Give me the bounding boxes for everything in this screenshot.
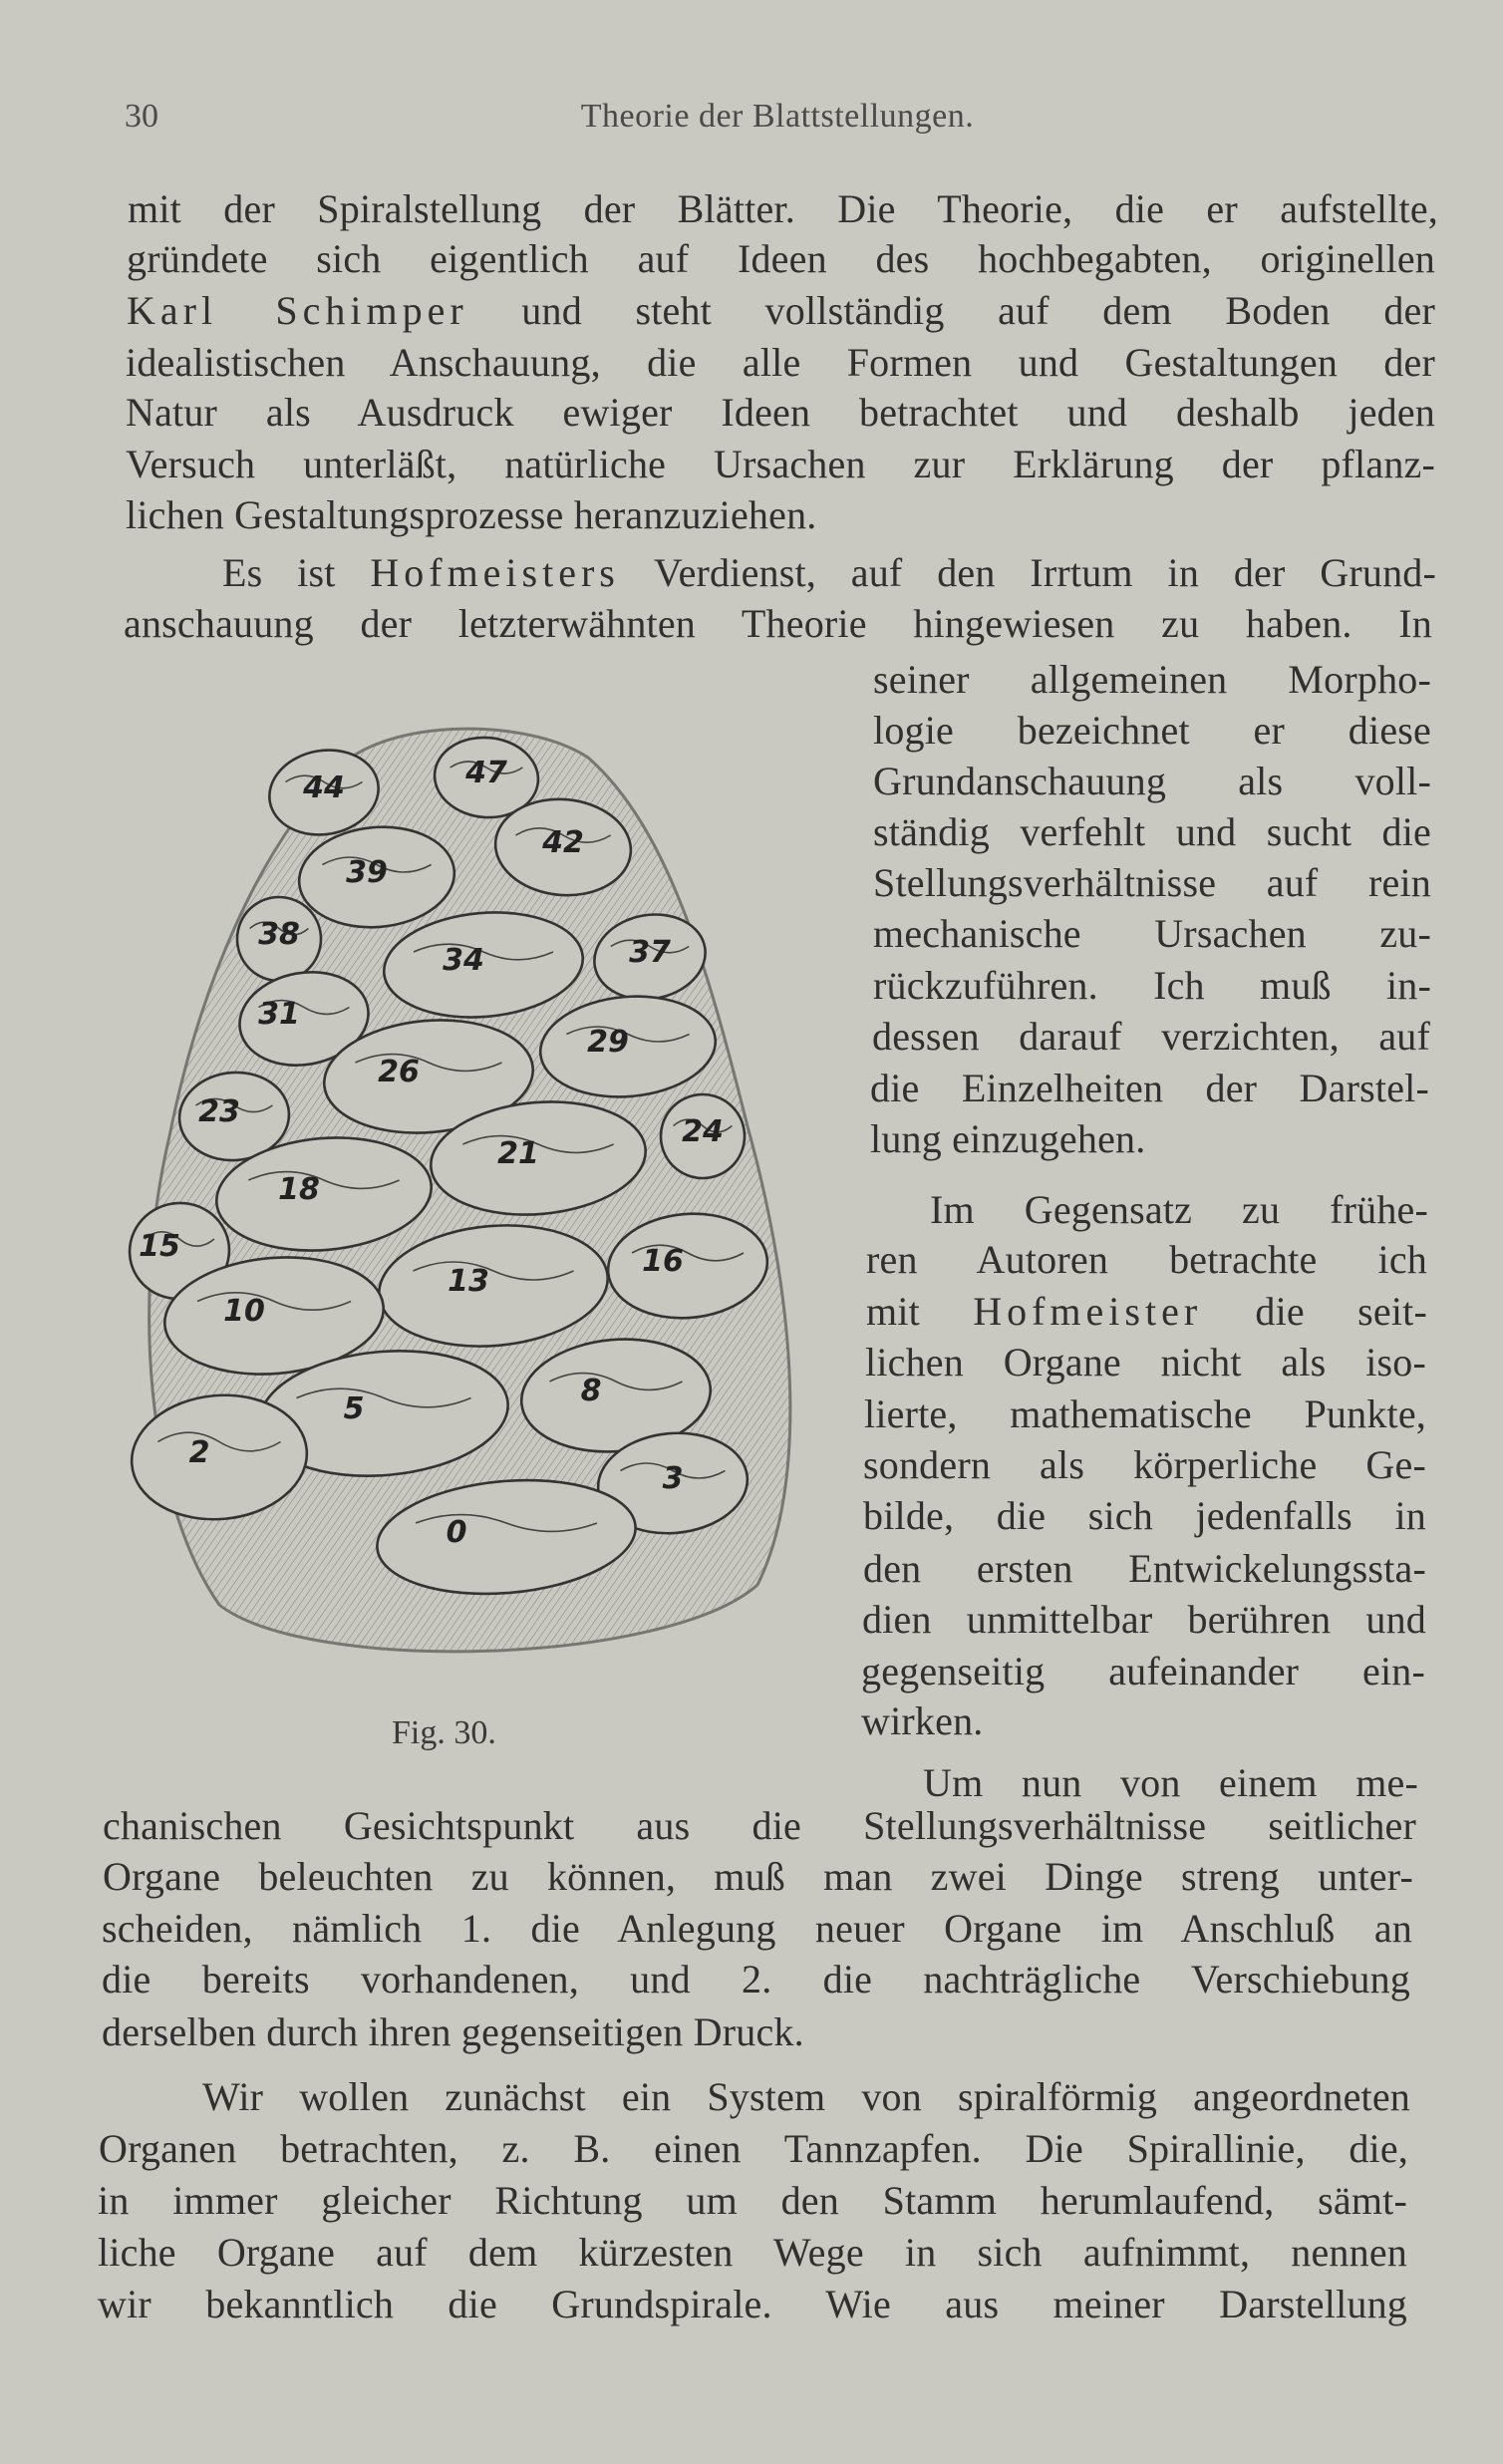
scale-number: 15 [139,1229,180,1264]
scale-number: 21 [497,1136,539,1171]
scale-number: 24 [682,1114,724,1149]
text-line: seiner allgemeinen Morpho- [873,657,1431,702]
text-line: lung einzugehen. [870,1116,1146,1161]
text-line: Versuch unterläßt, natürliche Ursachen zur Erklärung der pflanz- [126,442,1435,486]
text-line: Natur als Ausdruck ewiger Ideen betrachtet und deshalb jeden [126,390,1435,435]
text-line: Stellungsverhältnisse auf rein [873,860,1431,905]
scale-number: 31 [258,997,300,1032]
text-line: Organen betrachten, z. B. einen Tannzapfen. Die Spirallinie, die, [99,2126,1408,2171]
figure-caption: Fig. 30. [392,1714,496,1751]
spaced-name: Karl Schimper [127,288,468,333]
text-line: anschauung der letzterwähnten Theorie hingewiesen zu haben. In [124,601,1432,646]
text-line: gründete sich eigentlich auf Ideen des hochbegabten, originellen [127,236,1435,281]
text-line: Organe beleuchten zu können, muß man zwei Dinge streng unter- [103,1854,1413,1899]
text-line: gegenseitig aufeinander ein- [861,1649,1425,1694]
text-line: chanischen Gesichtspunkt aus die Stellungsverhältnisse seitlicher [103,1803,1416,1848]
scale-number: 26 [378,1055,420,1089]
text-line: mit Hofmeister die seit- [866,1289,1428,1334]
text-line: wirken. [861,1698,984,1743]
text-line: den ersten Entwickelungssta- [863,1546,1426,1591]
scale-number: 3 [662,1461,684,1496]
text-line: die bereits vorhandenen, und 2. die nachträgliche Verschiebung [102,1957,1410,2002]
scale-number: 38 [258,917,300,952]
spaced-name: Hofmeisters [370,550,620,595]
text-line: scheiden, nämlich 1. die Anlegung neuer Organe im Anschluß an [102,1906,1412,1951]
text-line: mechanische Ursachen zu- [873,911,1431,956]
text-line: rückzuführen. Ich muß in- [873,963,1431,1008]
text-line: Karl Schimper und steht vollständig auf dem Boden der [127,288,1435,333]
text-line: wir bekanntlich die Grundspirale. Wie aus meiner Darstellung [98,2282,1407,2326]
text-line: die Einzelheiten der Darstel- [870,1066,1429,1110]
page-number: 30 [125,98,158,135]
text-line: Um nun von einem me- [923,1760,1418,1805]
text-line: bilde, die sich jedenfalls in [863,1493,1426,1538]
text-line: ren Autoren betrachte ich [866,1237,1427,1282]
scale-number: 39 [346,855,388,890]
scale-number: 34 [443,943,484,978]
scale-number: 47 [465,756,507,790]
scale-number: 10 [223,1294,265,1329]
scale-number: 42 [542,825,584,860]
text-line: Grundanschauung als voll- [873,759,1431,803]
text-line: mit der Spiralstellung der Blätter. Die Theorie, die er aufstellte, [128,186,1438,231]
spaced-name: Hofmeister [973,1289,1203,1334]
scale-number: 29 [587,1025,629,1060]
text-line: Es ist Hofmeisters Verdienst, auf den Irrtum in der Grund- [222,550,1436,595]
scale-number: 8 [580,1374,602,1408]
text-line: lierte, mathematische Punkte, [864,1391,1426,1436]
text-line: liche Organe auf dem kürzesten Wege in sich aufnimmt, nennen [98,2230,1407,2275]
text-line: lichen Gestaltungsprozesse heranzuziehen. [126,492,817,537]
text-line: ständig verfehlt und sucht die [873,809,1431,854]
running-title: Theorie der Blattstellungen. [580,98,975,135]
scale-number: 0 [446,1515,467,1550]
pine-cone-figure [110,708,827,1690]
scale-number: 16 [642,1244,684,1279]
scale-number: 23 [198,1094,240,1129]
text-line: logie bezeichnet er diese [873,708,1431,753]
text-line: dien unmittelbar berühren und [862,1597,1426,1642]
text-line: lichen Organe nicht als iso- [865,1340,1426,1385]
text-line: Im Gegensatz zu frühe- [930,1187,1428,1232]
text-line: Wir wollen zunächst ein System von spiralförmig angeordneten [202,2074,1410,2119]
text-line: derselben durch ihren gegenseitigen Druck. [102,2009,804,2054]
scale-number: 18 [278,1172,320,1207]
scale-number: 5 [343,1391,365,1426]
scale-number: 44 [303,770,345,805]
text-line: sondern als körperliche Ge- [863,1442,1426,1487]
text-line: dessen darauf verzichten, auf [872,1014,1430,1059]
scale-number: 13 [448,1264,489,1299]
text-line: idealistischen Anschauung, die alle Formen und Gestaltungen der [126,340,1435,385]
scale-number: 2 [188,1435,210,1470]
scale-number: 37 [629,935,671,970]
text-line: in immer gleicher Richtung um den Stamm herumlaufend, sämt- [98,2178,1407,2223]
